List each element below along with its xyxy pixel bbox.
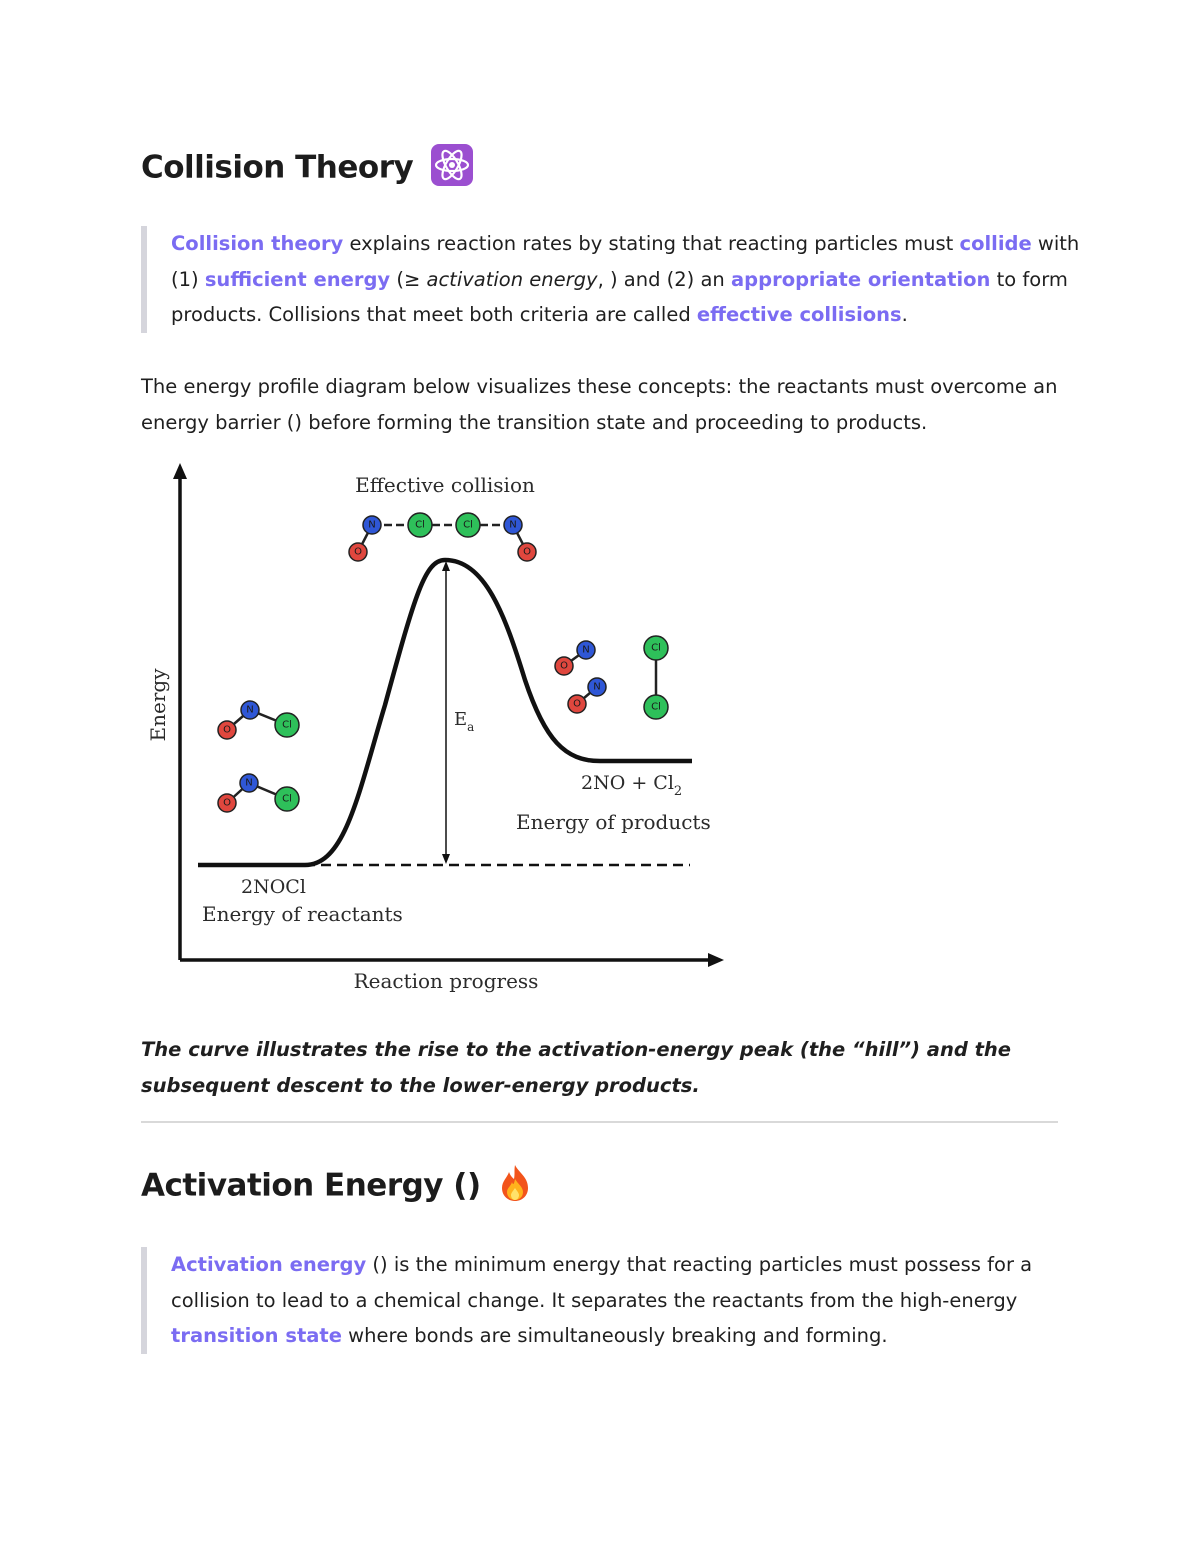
activation-energy-emphasis: activation energy: [426, 267, 598, 291]
atom-cl-label: Cl: [415, 519, 425, 531]
ea-main: E: [454, 709, 468, 730]
ea-subscript: a: [467, 720, 475, 734]
activation-energy-title-text: Activation Energy (): [141, 1167, 481, 1204]
y-axis-arrow: [173, 463, 187, 479]
product-formula-main: 2NO + Cl: [581, 772, 674, 794]
atom-cl: [275, 787, 299, 811]
atom-o-label: O: [223, 797, 231, 809]
atom-icon: [430, 143, 474, 195]
activation-energy-callout: [141, 1247, 1091, 1354]
atom-cl: [408, 513, 432, 537]
fire-icon: [497, 1163, 533, 1211]
atom-n: [241, 701, 259, 719]
x-axis-arrow: [708, 953, 724, 967]
callout-text: explains reaction rates by stating that reacting particles must: [343, 232, 960, 255]
atom-o: [218, 721, 236, 739]
product-formula-subscript: 2: [673, 784, 683, 799]
reactant-energy-label: Energy of reactants: [202, 902, 403, 926]
atom-cl: [456, 513, 480, 537]
atom-cl-label: Cl: [463, 519, 473, 531]
atom-cl: [275, 713, 299, 737]
callout-text: where bonds are simultaneously breaking and forming.: [341, 1324, 888, 1347]
product-cl2-molecule: [644, 636, 668, 719]
atom-n-label: N: [245, 777, 253, 789]
product-energy-label: Energy of products: [516, 810, 711, 834]
reactant-formula: 2NOCl: [241, 876, 306, 898]
atom-n-label: N: [246, 704, 254, 716]
keyword-effective-collisions: effective collisions: [696, 303, 902, 326]
atom-o-label: O: [354, 546, 362, 558]
section-title-collision-theory: [141, 143, 474, 195]
atom-o: [518, 543, 536, 561]
collision-theory-callout: [141, 226, 1091, 333]
atom-n-label: N: [368, 519, 376, 531]
activation-energy-label: [454, 709, 474, 734]
atom-o-label: O: [223, 724, 231, 736]
collision-theory-title-text: Collision Theory: [141, 149, 414, 186]
callout-text: () is the minimum energy that reacting particles must possess for a collision to lead to a chemical change. It separates the reactants from the high-energy: [171, 1253, 1033, 1312]
product-formula: [581, 772, 682, 799]
atom-cl-label: Cl: [282, 719, 292, 731]
atom-cl: [644, 695, 668, 719]
atom-o: [568, 695, 586, 713]
atom-o-label: O: [573, 698, 581, 710]
atom-o-label: O: [560, 660, 568, 672]
y-axis-label: Energy: [146, 668, 170, 742]
x-axis-label: Reaction progress: [353, 969, 539, 993]
section-title-activation-energy: [141, 1163, 533, 1211]
atom-n: [577, 641, 595, 659]
energy-profile-diagram: [140, 455, 740, 1000]
keyword-collision-theory: Collision theory: [171, 232, 344, 255]
atom-o: [349, 543, 367, 561]
atom-n-label: N: [509, 519, 517, 531]
atom-cl-label: Cl: [282, 793, 292, 805]
callout-text: .: [901, 303, 908, 326]
atom-n: [240, 774, 258, 792]
callout-text: , ) and (2) an: [597, 267, 731, 291]
callout-text: with (1): [171, 232, 1080, 291]
diagram-caption: The curve illustrates the rise to the activation-energy peak (the “hill”) and the subsequent descent to the lower-energy products.: [141, 1038, 1012, 1097]
reactant-nocl-molecule: [218, 774, 299, 812]
keyword-sufficient-energy: sufficient energy: [204, 267, 391, 291]
product-no-molecule: [555, 641, 595, 675]
keyword-appropriate-orientation: appropriate orientation: [731, 267, 991, 291]
keyword-transition-state: transition state: [171, 1324, 342, 1347]
section-divider: [141, 1121, 1058, 1123]
atom-n: [363, 516, 381, 534]
atom-n-label: N: [593, 681, 601, 693]
callout-text: (≥: [390, 267, 427, 291]
atom-n-label: N: [582, 644, 590, 656]
atom-o: [555, 657, 573, 675]
keyword-collide: collide: [959, 232, 1032, 255]
atom-cl-label: Cl: [651, 642, 661, 654]
atom-n: [504, 516, 522, 534]
atom-n: [588, 678, 606, 696]
atom-o: [218, 794, 236, 812]
atom-cl: [644, 636, 668, 660]
diagram-title: Effective collision: [355, 473, 535, 497]
reactant-nocl-molecule: [218, 701, 299, 739]
energy-profile-intro: The energy profile diagram below visualizes these concepts: the reactants must overcome an energy barrier () before forming the transition state and proceeding to products.: [141, 375, 1058, 434]
atom-cl-label: Cl: [651, 701, 661, 713]
keyword-activation-energy: Activation energy: [171, 1253, 367, 1276]
effective-collision-molecules: [349, 513, 536, 561]
callout-text: to form products. Collisions that meet both criteria are called: [171, 267, 1068, 326]
product-no-molecule: [568, 678, 606, 713]
atom-o-label: O: [523, 546, 531, 558]
